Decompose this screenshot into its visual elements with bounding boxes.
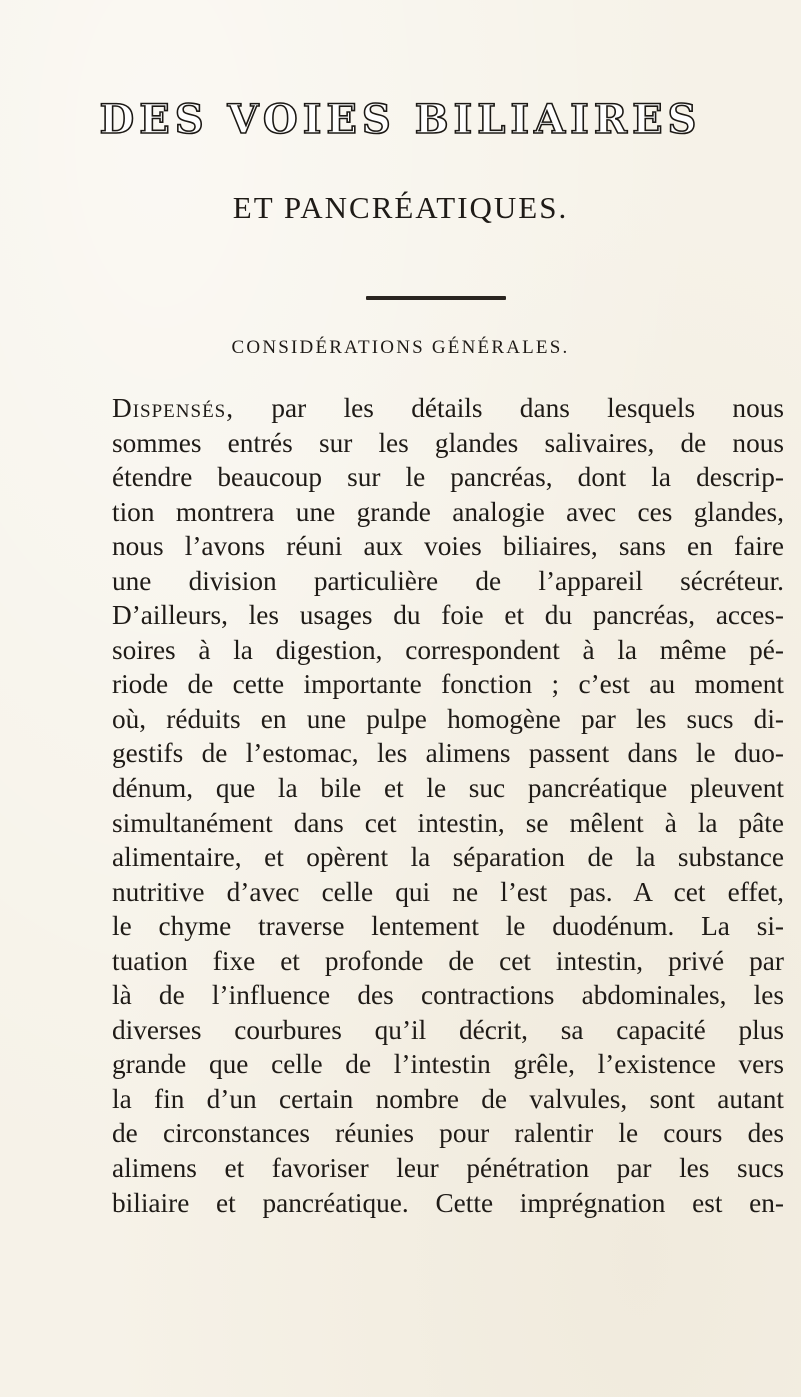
paragraph-line: nutritive d’avec celle qui ne l’est pas. A cet effet, <box>112 876 784 907</box>
paragraph-line: sommes entrés sur les glandes salivaires, de nous <box>112 427 784 458</box>
paragraph-line: biliaire et pancréatique. Cette imprégnation est en- <box>112 1187 784 1218</box>
paragraph-line: grande que celle de l’intestin grêle, l’existence vers <box>112 1049 784 1080</box>
paragraph-line: tion montrera une grande analogie avec ces glandes, <box>112 496 784 527</box>
paragraph-line: la fin d’un certain nombre de valvules, sont autant <box>112 1083 784 1114</box>
paragraph-line: simultanément dans cet intestin, se mêlent à la pâte <box>112 807 784 838</box>
paragraph-line: le chyme traverse lentement le duodénum. La si- <box>112 911 784 942</box>
paragraph-line: étendre beaucoup sur le pancréas, dont la descrip- <box>112 462 784 493</box>
chapter-subtitle: ET PANCRÉATIQUES. <box>232 190 569 225</box>
paragraph-line: D’ailleurs, les usages du foie et du pancréas, acces- <box>112 600 784 631</box>
paragraph-line-1 <box>112 391 784 426</box>
paragraph-line: alimens et favoriser leur pénétration par les sucs <box>112 1153 784 1184</box>
paragraph-line: là de l’influence des contractions abdominales, les <box>112 980 784 1011</box>
paragraph-line: tuation fixe et profonde de cet intestin, privé par <box>112 945 784 976</box>
paragraph-line: dénum, que la bile et le suc pancréatique pleuvent <box>112 773 784 804</box>
paragraph-line: alimentaire, et opèrent la séparation de la substance <box>112 842 784 873</box>
paragraph-line: riode de cette importante fonction ; c’est au moment <box>112 669 784 700</box>
paragraph-line: une division particulière de l’appareil sécréteur. <box>112 565 784 596</box>
paragraph-line: diverses courbures qu’il décrit, sa capacité plus <box>112 1014 784 1045</box>
divider-rule <box>366 296 506 300</box>
line-text: par les détails dans lesquels nous <box>271 393 784 423</box>
paragraph-line: nous l’avons réuni aux voies biliaires, sans en faire <box>112 531 784 562</box>
chapter-title: DES VOIES BILIAIRES <box>99 96 702 143</box>
section-heading: CONSIDÉRATIONS GÉNÉRALES. <box>231 337 570 358</box>
first-word: Dispensés, <box>112 393 235 423</box>
paragraph-line: soires à la digestion, correspondent à la même pé- <box>112 634 784 665</box>
paragraph-line: où, réduits en une pulpe homogène par les sucs di- <box>112 703 784 734</box>
body-paragraph <box>112 391 784 1220</box>
paragraph-line: de circonstances réunies pour ralentir le cours des <box>112 1118 784 1149</box>
paragraph-line: gestifs de l’estomac, les alimens passent dans le duo- <box>112 738 784 769</box>
